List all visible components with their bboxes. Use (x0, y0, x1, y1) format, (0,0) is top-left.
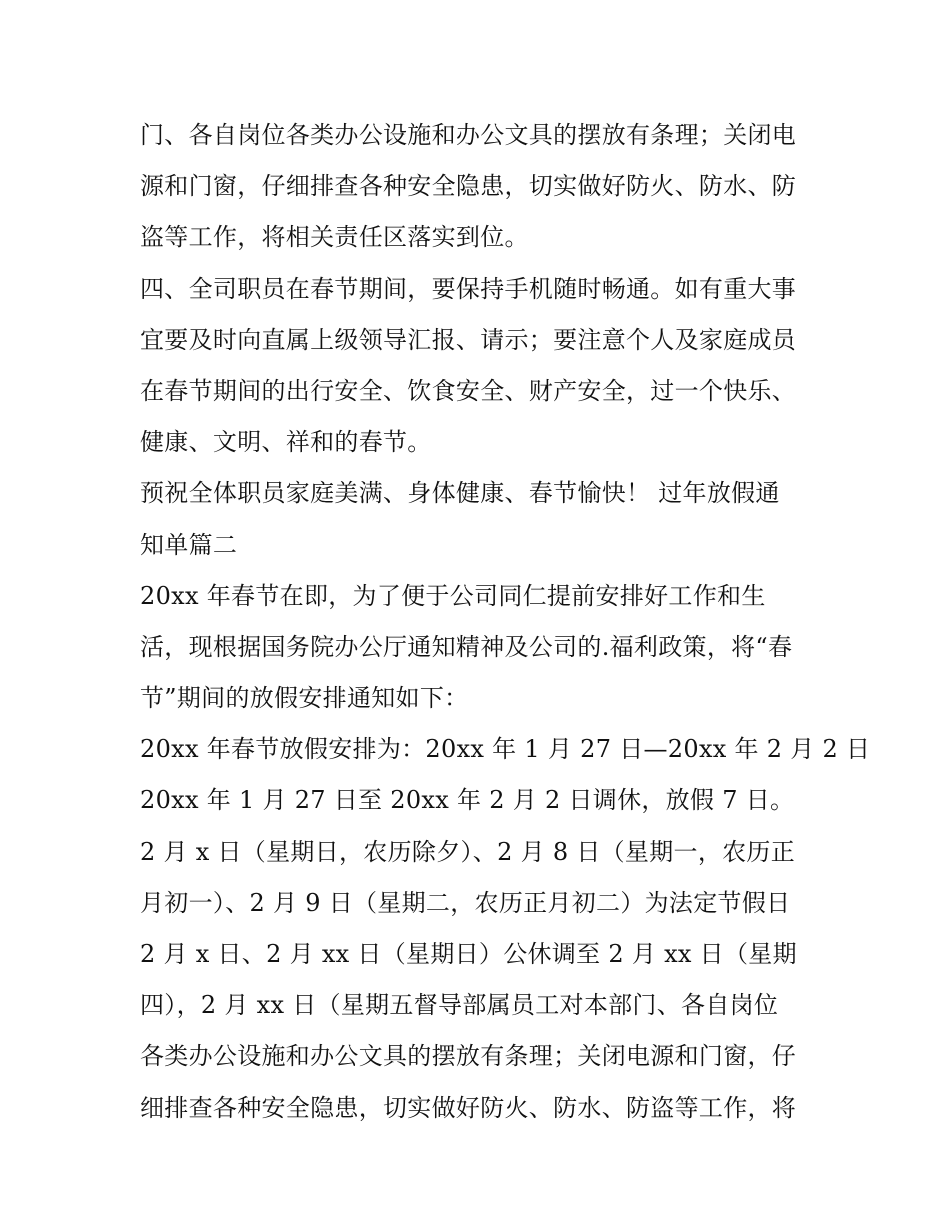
text-line: 20xx 年春节放假安排为：20xx 年 1 月 27 日—20xx 年 2 月 2 日 (140, 735, 871, 764)
text-line: 四），2 月 xx 日（星期五督导部属员工对本部门、各自岗位 (140, 991, 779, 1020)
text-line: 节”期间的放假安排通知如下： (140, 684, 469, 713)
text-line: 20xx 年春节在即，为了便于公司同仁提前安排好工作和生 (140, 581, 766, 610)
text-line: 四、全司职员在春节期间，要保持手机随时畅通。如有重大事 (140, 274, 797, 303)
text-line: 20xx 年 1 月 27 日至 20xx 年 2 月 2 日调休，放假 7 日。 (140, 786, 795, 815)
text-line: 细排查各种安全隐患，切实做好防火、防水、防盗等工作，将 (140, 1093, 797, 1122)
text-line: 知单篇二 (140, 530, 238, 559)
document-body (140, 110, 871, 1134)
text-line: 各类办公设施和办公文具的摆放有条理；关闭电源和门窗，仔 (140, 1042, 797, 1071)
text-line: 预祝全体职员家庭美满、身体健康、春节愉快！ 过年放假通 (140, 479, 780, 508)
text-line: 源和门窗，仔细排查各种安全隐患，切实做好防火、防水、防 (140, 172, 797, 201)
text-line: 健康、文明、祥和的春节。 (140, 428, 432, 457)
text-line: 2 月 x 日（星期日，农历除夕）、2 月 8 日（星期一，农历正 (140, 837, 796, 866)
text-line: 活，现根据国务院办公厅通知精神及公司的.福利政策，将“春 (140, 632, 793, 661)
text-line: 门、各自岗位各类办公设施和办公文具的摆放有条理；关闭电 (140, 121, 797, 149)
text-line: 2 月 x 日、2 月 xx 日（星期日）公休调至 2 月 xx 日（星期 (140, 940, 797, 968)
text-line: 宜要及时向直属上级领导汇报、请示；要注意个人及家庭成员 (140, 325, 797, 354)
text-line: 在春节期间的出行安全、饮食安全、财产安全，过一个快乐、 (140, 376, 797, 405)
text-line: 盗等工作，将相关责任区落实到位。 (140, 223, 529, 252)
text-line: 月初一）、2 月 9 日（星期二，农历正月初二）为法定节假日 (140, 888, 791, 917)
